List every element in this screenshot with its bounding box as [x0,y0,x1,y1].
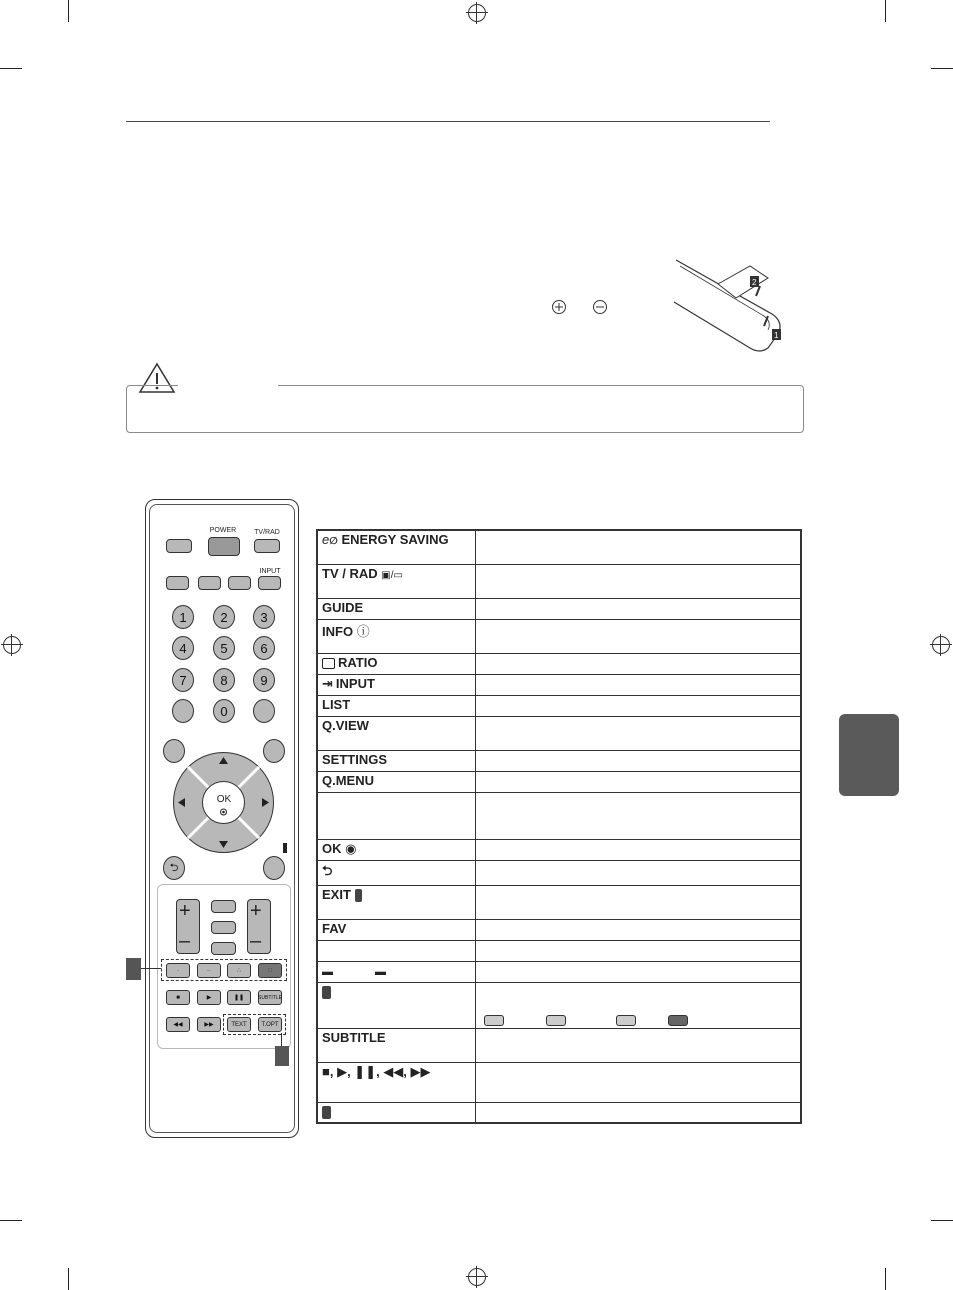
key-label: GUIDE [322,599,364,615]
info-icon: ⓘ [356,623,370,639]
key-description-cell [476,982,802,1028]
ratio-button[interactable] [228,576,251,590]
fast-forward-button[interactable]: ▶▶ [197,1017,221,1032]
info-button[interactable] [198,576,221,590]
leaf-icon: e∅ [322,532,338,547]
key-name-cell [317,860,476,885]
table-row [317,750,801,771]
color-key-icon [484,1015,504,1026]
caution-box-top-gap [178,383,278,387]
registration-mark-icon [932,636,950,654]
color-key-icon [322,984,331,999]
registration-mark-icon [3,636,21,654]
key-label: ENERGY SAVING [341,532,449,547]
blue-key-button[interactable]: ∷ [258,963,282,978]
digit-4-button[interactable]: 4 [172,636,194,660]
digit-8-button[interactable]: 8 [213,668,235,692]
key-label: INPUT [335,675,375,691]
color-key-icon [546,1015,566,1026]
crop-mark [885,1268,886,1290]
key-label: SUBTITLE [322,1029,386,1045]
key-description-cell [476,839,802,860]
text-button[interactable]: TEXT [227,1017,251,1032]
key-name-cell [317,695,476,716]
table-row [317,619,801,653]
ok-dot-icon: ◉ [345,840,357,856]
chapter-tab [839,714,899,796]
table-row [317,885,801,919]
table-row [317,1102,801,1123]
key-name-cell [317,919,476,940]
subtitle-button[interactable]: SUBTITLE [258,990,282,1005]
crop-mark [0,68,22,69]
table-row [317,771,801,792]
red-key-button[interactable]: · [166,963,190,978]
pause-button[interactable]: ❚❚ [227,990,251,1005]
fav-button[interactable] [211,900,236,913]
digit-5-button[interactable]: 5 [213,636,235,660]
tv-rad-label: TV/RAD [254,529,280,536]
key-description-cell [476,564,802,598]
key-description-cell [476,598,802,619]
table-row [317,564,801,598]
header-rule [126,121,770,122]
key-name-cell [317,940,476,961]
topt-button[interactable]: T.OPT [258,1017,282,1032]
key-description-cell [476,860,802,885]
svg-text:2: 2 [752,278,757,287]
key-label: Q.MENU [322,772,374,788]
digit-2-button[interactable]: 2 [213,605,235,629]
key-name-cell [317,885,476,919]
callout-marker-1 [126,958,141,980]
guide-button[interactable] [166,576,189,590]
back-arrow-icon: ⮌ [322,862,333,878]
play-button[interactable]: ▶ [197,990,221,1005]
small-square-icon [322,1104,331,1119]
tv-radio-icon: ▣/▭ [381,569,403,581]
table-row [317,653,801,674]
key-name-cell [317,716,476,750]
input-button[interactable] [258,576,281,590]
key-description-cell [476,716,802,750]
table-row [317,792,801,839]
table-row [317,961,801,982]
table-row [317,695,801,716]
volume-minus-icon: – [179,930,191,952]
key-description-cell [476,792,802,839]
key-label: EXIT [322,886,351,902]
energy-saving-button[interactable] [166,539,192,553]
mute-button[interactable] [211,942,236,955]
key-label: OK [322,840,342,856]
stop-button[interactable]: ■ [166,990,190,1005]
remote-keys-table [316,529,802,1124]
key-label: SETTINGS [322,751,388,767]
exit-mark-icon [283,843,287,853]
key-name-cell [317,1028,476,1062]
ok-label: OK [216,794,232,805]
key-name-cell [317,961,476,982]
list-button[interactable] [172,699,194,723]
key-description-cell [476,674,802,695]
color-key-legend [480,1015,796,1027]
crop-mark [885,0,886,22]
key-name-cell [317,982,476,1028]
registration-mark-icon [468,1268,486,1286]
table-row [317,530,801,564]
color-key-icon [668,1015,688,1026]
table-row [317,940,801,961]
callout-line-2 [281,1033,282,1047]
minus-circle-icon [592,299,608,315]
exit-button[interactable] [263,856,285,880]
rewind-button[interactable]: ◀◀ [166,1017,190,1032]
callout-line-1 [141,968,161,969]
key-label: LIST [322,696,351,712]
qview-button[interactable] [253,699,275,723]
table-row [317,982,801,1028]
key-description-cell [476,695,802,716]
remote-battery-illustration [672,256,790,356]
key-description-cell [476,1028,802,1062]
digit-6-button[interactable]: 6 [253,636,275,660]
tv-rad-button[interactable] [254,539,280,553]
table-row [317,1062,801,1102]
table-row [317,716,801,750]
key-description-cell [476,530,802,564]
ratio-icon [322,655,338,670]
crop-mark [931,68,953,69]
table-row [317,674,801,695]
key-description-cell [476,919,802,940]
key-description-cell [476,750,802,771]
crop-mark [0,1220,22,1221]
digit-1-button[interactable]: 1 [172,605,194,629]
exit-door-icon [351,887,362,902]
key-name-cell [317,598,476,619]
key-label: FAV [322,920,347,936]
key-name-cell [317,1062,476,1102]
key-description-cell [476,1062,802,1102]
3d-button[interactable] [211,921,236,934]
digit-9-button[interactable]: 9 [253,668,275,692]
back-button[interactable]: ⮌ [163,856,185,880]
crop-mark [68,0,69,22]
key-name-cell [317,564,476,598]
table-row [317,1028,801,1062]
table-row [317,598,801,619]
digit-0-button[interactable]: 0 [213,699,235,723]
key-name-cell [317,1102,476,1123]
key-description-cell [476,961,802,982]
key-description-cell [476,619,802,653]
key-label: RATIO [338,654,378,670]
key-name-cell [317,674,476,695]
callout-marker-2 [275,1046,289,1066]
input-icon: ⇥ [322,675,333,691]
crop-mark [931,1220,953,1221]
key-name-cell [317,619,476,653]
key-name-cell [317,792,476,839]
key-description-cell [476,885,802,919]
registration-mark-icon [468,4,486,22]
key-label: INFO [322,623,354,639]
key-description-cell [476,1102,802,1123]
svg-text:1: 1 [774,331,779,340]
green-key-button[interactable]: ·· [197,963,221,978]
key-name-cell [317,839,476,860]
key-label: TV / RAD [322,565,378,581]
channel-plus-icon: + [250,900,262,922]
yellow-key-button[interactable]: ∴ [227,963,251,978]
table-row [317,919,801,940]
key-label: ■, ▶, ❚❚, ◀◀, ▶▶ [322,1063,431,1079]
page-arrows-icon: ▬ ▬ [322,965,386,978]
key-name-cell [317,530,476,564]
key-label: Q.VIEW [322,717,369,733]
input-label: INPUT [259,568,281,575]
digit-7-button[interactable]: 7 [172,668,194,692]
plus-circle-icon [551,299,567,315]
key-name-cell [317,750,476,771]
color-key-icon [616,1015,636,1026]
power-button[interactable] [208,537,240,556]
digit-3-button[interactable]: 3 [253,605,275,629]
caution-box [126,385,804,433]
volume-plus-icon: + [179,900,191,922]
crop-mark [68,1268,69,1290]
table-row [317,860,801,885]
table-row [317,839,801,860]
channel-minus-icon: – [250,930,262,952]
key-description-cell [476,771,802,792]
key-name-cell [317,771,476,792]
key-description-cell [476,653,802,674]
power-label: POWER [209,527,237,534]
key-description-cell [476,940,802,961]
key-name-cell [317,653,476,674]
